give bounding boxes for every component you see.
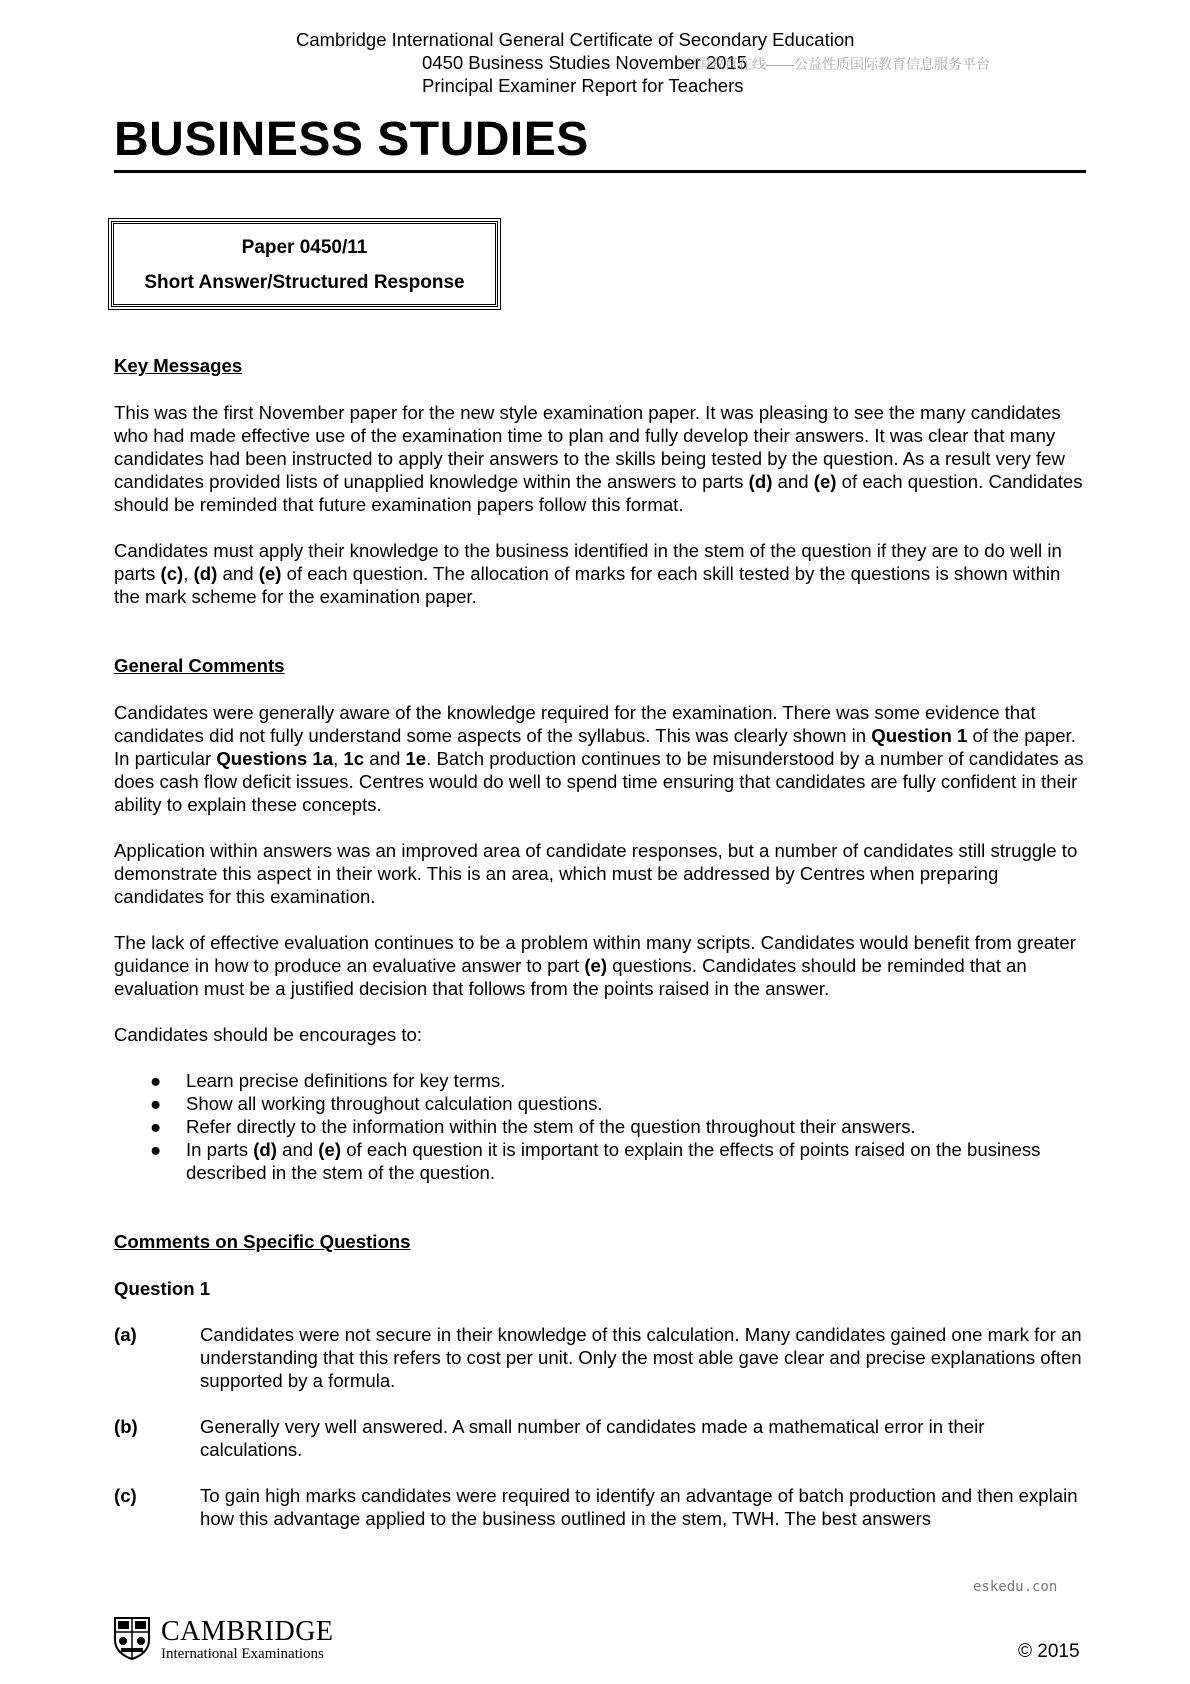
paper-number: Paper 0450/11 (241, 237, 368, 258)
general-comments-paragraph-2: Application within answers was an improved area of candidate responses, but a number of candidates still struggle to demonstrate this aspect in their work. This is an area, which must be addressed by Centres when preparing candidates for this examination. (114, 840, 1078, 907)
copyright-notice: © 2015 (1018, 1641, 1080, 1662)
question-part-c: (c) To gain high marks candidates were required to identify an advantage of batch production and then explain how this advantage applied to the business outlined in the stem, TWH. The best answers (114, 1485, 1078, 1529)
part-label: (a) (114, 1324, 137, 1345)
report-body (114, 354, 1086, 1553)
logo-subtitle: International Examinations (161, 1646, 324, 1662)
page-title: BUSINESS STUDIES (114, 113, 589, 166)
key-messages-paragraph-2: Candidates must apply their knowledge to the business identified in the stem of the question if they are to do well in parts (c), (d) and (e) of each question. The allocation of marks for each skill tested by the questions is shown within the mark scheme for the examination paper. (114, 540, 1062, 607)
bullet-icon: ● (150, 1139, 162, 1160)
bullet-icon: ● (150, 1070, 162, 1091)
general-comments-heading: General Comments (114, 655, 285, 676)
list-item: ● Show all working throughout calculation questions. (150, 1093, 603, 1114)
key-messages-heading: Key Messages (114, 355, 243, 376)
general-comments-paragraph-4: Candidates should be encourages to: (114, 1024, 423, 1045)
list-item: ● Refer directly to the information within the stem of the question throughout their answers. (150, 1116, 916, 1137)
paper-info-box (111, 221, 498, 307)
shield-icon (113, 1616, 151, 1660)
question-part-a: (a) Candidates were not secure in their knowledge of this calculation. Many candidates gained one mark for an understanding that this refers to cost per unit. Only the most able gave clear and precise explanations often supported by a formula. (114, 1324, 1082, 1391)
title-divider (114, 170, 1086, 173)
list-item: ● In parts (d) and (e) of each question it is important to explain the effects of points raised on the business described in the stem of the question. (150, 1139, 1041, 1183)
question-title: Question 1 (114, 1278, 211, 1299)
part-label: (b) (114, 1416, 138, 1437)
header-qualification: Cambridge International General Certificate of Secondary Education (296, 29, 855, 50)
bullet-icon: ● (150, 1093, 162, 1114)
recommendations-list (114, 1069, 1086, 1184)
list-item: ● Learn precise definitions for key terms. (150, 1070, 506, 1091)
logo-wordmark: CAMBRIDGE (161, 1616, 334, 1647)
cambridge-logo (113, 1616, 353, 1664)
question-part-b: (b) Generally very well answered. A small number of candidates made a mathematical error in their calculations. (114, 1416, 985, 1460)
general-comments-paragraph-1: Candidates were generally aware of the knowledge required for the examination. There was some evidence that candidates did not fully understand some aspects of the syllabus. This was clearly shown in Question 1 of the paper. In particular Questions 1a, 1c and 1e. Batch production continues to be misunderstood by a number of candidates as does cash flow deficit issues. Centres would do well to spend time ensuring that candidates are fully confident in their ability to explain these concepts. (114, 702, 1084, 815)
site-watermark: 中国教育在线——公益性质国际教育信息服务平台 (682, 56, 990, 72)
general-comments-paragraph-3: The lack of effective evaluation continues to be a problem within many scripts. Candidates would benefit from greater guidance in how to produce an evaluative answer to part (e) questions. Candidates should be reminded that an evaluation must be a justified decision that follows from the points raised in the answer. (114, 932, 1076, 999)
paper-type: Short Answer/Structured Response (144, 272, 465, 293)
header-report-type: Principal Examiner Report for Teachers (422, 75, 744, 96)
bullet-icon: ● (150, 1116, 162, 1137)
header-syllabus: 0450 Business Studies November 2015 (422, 52, 747, 73)
key-messages-paragraph-1: This was the first November paper for the new style examination paper. It was pleasing to see the many candidates who had made effective use of the examination time to plan and fully develop their answers. It was clear that many candidates had been instructed to apply their answers to the skills being tested by the question. As a result very few candidates provided lists of unapplied knowledge within the answers to parts (d) and (e) of each question. Candidates should be reminded that future examination papers follow this format. (114, 402, 1083, 515)
specific-comments-heading: Comments on Specific Questions (114, 1231, 411, 1252)
part-label: (c) (114, 1485, 137, 1506)
footer-site-watermark: eskedu.con (973, 1579, 1058, 1595)
